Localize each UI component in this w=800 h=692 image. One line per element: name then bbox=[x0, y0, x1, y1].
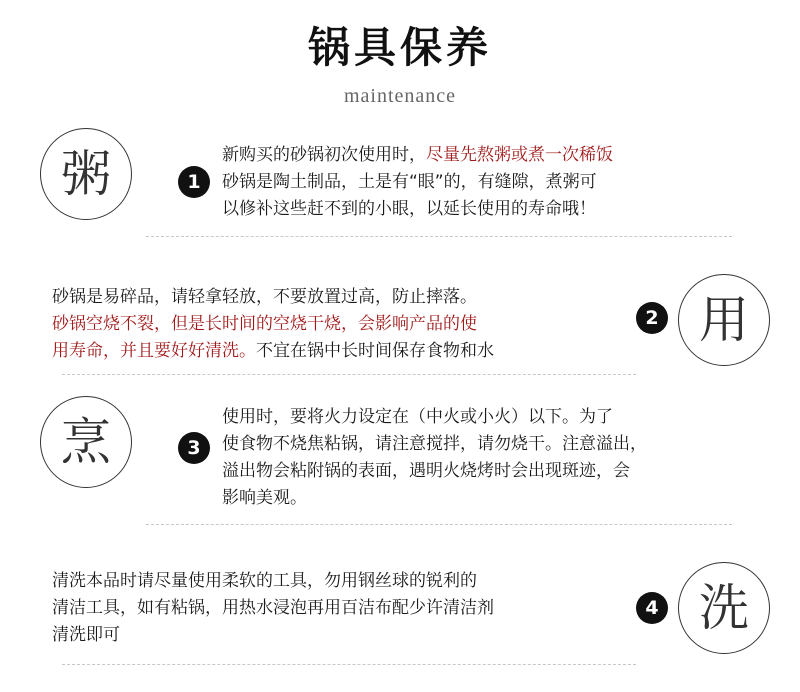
text-line bbox=[222, 142, 613, 169]
section-divider bbox=[62, 374, 636, 375]
page-subtitle: maintenance bbox=[343, 85, 457, 107]
step-number: 3 bbox=[187, 436, 201, 459]
section-3-text bbox=[222, 404, 647, 512]
symbol-char: 洗 bbox=[699, 579, 749, 637]
text-normal: 不宜在锅中长时间保存食物和水 bbox=[256, 341, 494, 361]
step-number-4-icon bbox=[636, 592, 668, 624]
symbol-char: 粥 bbox=[61, 145, 111, 203]
text-line: 影响美观。 bbox=[222, 488, 307, 508]
text-line: 清洗本品时请尽量使用柔软的工具，勿用钢丝球的锐利的 bbox=[52, 571, 477, 591]
step-number-1-icon bbox=[178, 166, 210, 198]
step-number: 4 bbox=[645, 596, 659, 619]
text-line: 清洁工具，如有粘锅，用热水浸泡再用百洁布配少许清洁剂 bbox=[52, 598, 494, 618]
section-1-text bbox=[222, 142, 613, 223]
step-number: 1 bbox=[187, 170, 201, 193]
text-highlight: 尽量先熬粥或煮一次稀饭 bbox=[426, 145, 613, 165]
text-highlight: 用寿命，并且要好好清洗。 bbox=[52, 341, 256, 361]
symbol-circle-cook bbox=[40, 396, 132, 488]
section-divider bbox=[146, 236, 732, 237]
step-number: 2 bbox=[645, 306, 659, 329]
text-line: 以修补这些赶不到的小眼，以延长使用的寿命哦！ bbox=[222, 199, 596, 219]
text-line: 砂锅是陶土制品，土是有“眼”的，有缝隙，煮粥可 bbox=[222, 172, 597, 192]
text-line: 使用时，要将火力设定在（中火或小火）以下。为了 bbox=[222, 407, 613, 427]
symbol-circle-use bbox=[678, 274, 770, 366]
symbol-circle-porridge bbox=[40, 128, 132, 220]
text-line: 砂锅是易碎品，请轻拿轻放，不要放置过高，防止摔落。 bbox=[52, 287, 477, 307]
step-number-3-icon bbox=[178, 432, 210, 464]
section-divider bbox=[62, 664, 636, 665]
text-line: 使食物不烧焦粘锅，请注意搅拌，请勿烧干。注意溢出， bbox=[222, 434, 647, 454]
section-divider bbox=[146, 524, 732, 525]
symbol-circle-wash bbox=[678, 562, 770, 654]
text-highlight: 砂锅空烧不裂，但是长时间的空烧干烧，会影响产品的使 bbox=[52, 314, 477, 334]
symbol-char: 烹 bbox=[61, 413, 111, 471]
text-line bbox=[52, 338, 494, 365]
section-2-text bbox=[52, 284, 494, 365]
section-4-text bbox=[52, 568, 494, 649]
symbol-char: 用 bbox=[699, 291, 749, 349]
text-normal: 新购买的砂锅初次使用时， bbox=[222, 145, 426, 165]
step-number-2-icon bbox=[636, 302, 668, 334]
page-title: 锅具保养 bbox=[307, 23, 492, 72]
text-line: 清洗即可 bbox=[52, 625, 120, 645]
text-line: 溢出物会粘附锅的表面，遇明火烧烤时会出现斑迹，会 bbox=[222, 461, 630, 481]
